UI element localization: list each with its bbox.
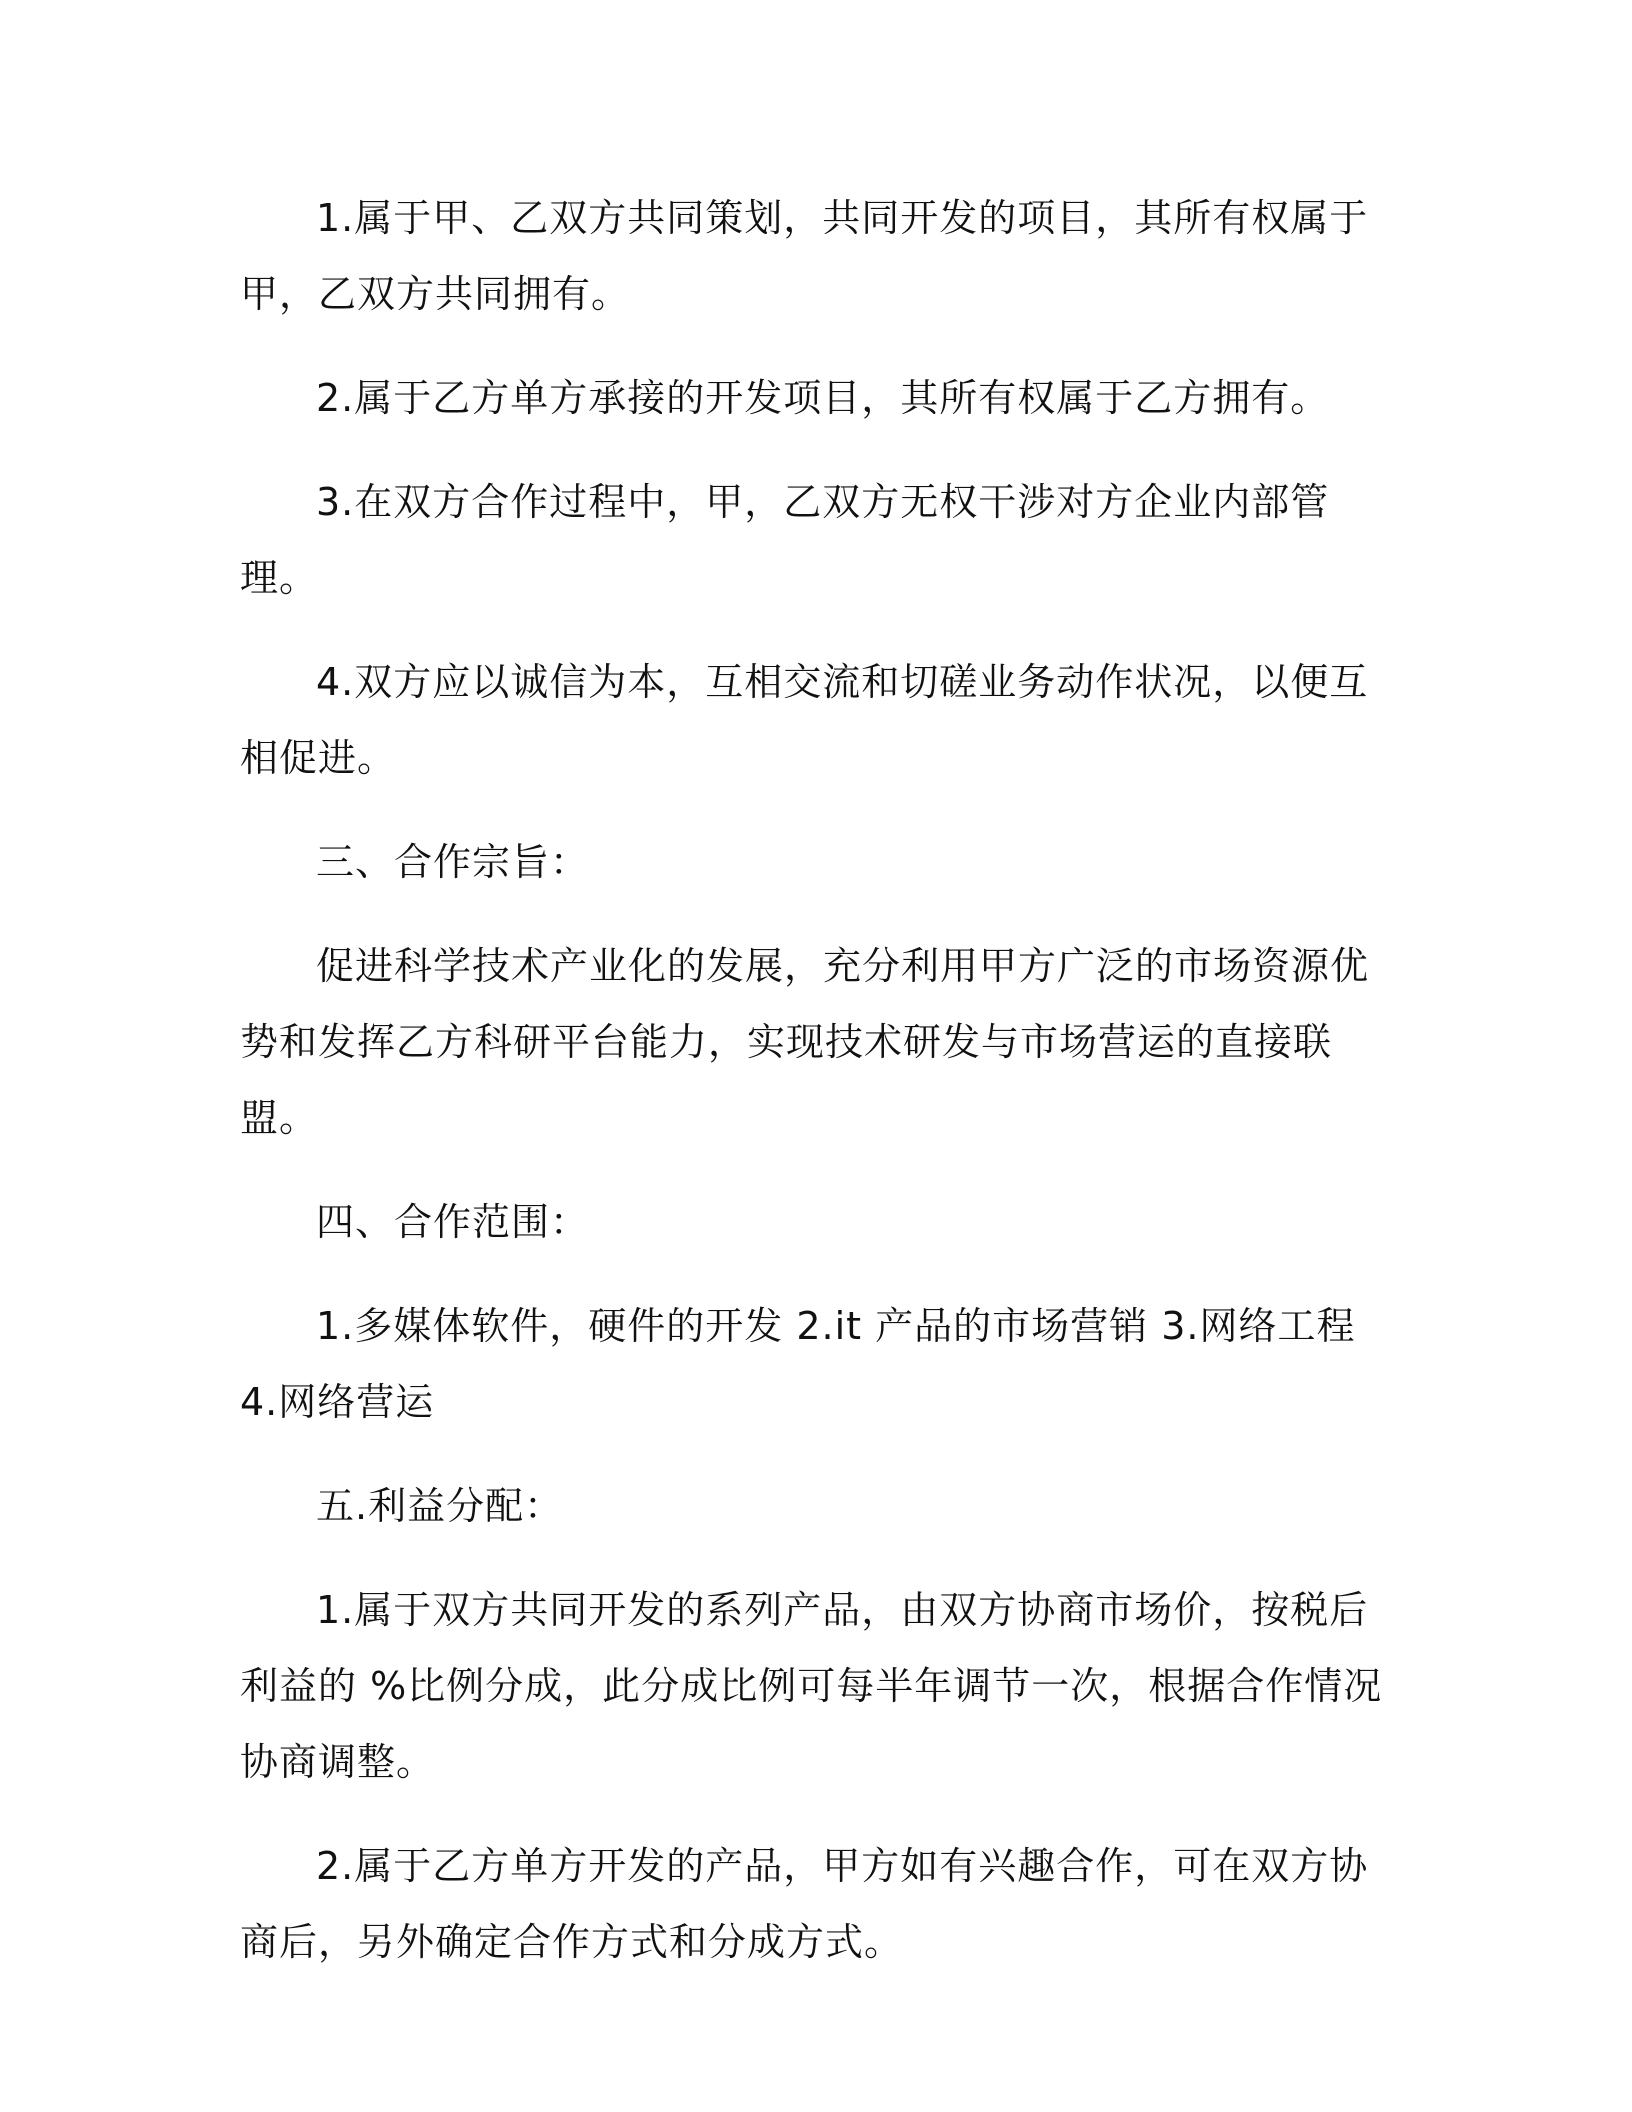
profit-clause-1: 1.属于双方共同开发的系列产品，由双方协商市场价，按税后利益的 %比例分成，此分成比例可每半年调节一次，根据合作情况协商调整。 [240,1588,1383,1784]
section-heading-purpose: 三、合作宗旨： [316,840,590,884]
document-body [240,180,1390,2008]
section-heading-scope: 四、合作范围： [316,1200,590,1244]
scope-text: 1.多媒体软件，硬件的开发 2.it 产品的市场营销 3.网络工程 4.网络营运 [240,1304,1356,1424]
clause-4-integrity: 4.双方应以诚信为本，互相交流和切磋业务动作状况，以便互相促进。 [240,660,1369,780]
clause-3-no-interference: 3.在双方合作过程中，甲，乙双方无权干涉对方企业内部管理。 [240,480,1330,600]
profit-clause-2: 2.属于乙方单方开发的产品，甲方如有兴趣合作，可在双方协商后，另外确定合作方式和分成方式。 [240,1844,1369,1964]
clause-2-party-b-ownership: 2.属于乙方单方承接的开发项目，其所有权属于乙方拥有。 [316,376,1330,420]
clause-1-joint-ownership: 1.属于甲、乙双方共同策划，共同开发的项目，其所有权属于甲，乙双方共同拥有。 [240,196,1369,316]
section-heading-profit: 五.利益分配： [316,1484,564,1528]
purpose-text: 促进科学技术产业化的发展，充分利用甲方广泛的市场资源优势和发挥乙方科研平台能力，实现技术研发与市场营运的直接联盟。 [240,944,1370,1140]
